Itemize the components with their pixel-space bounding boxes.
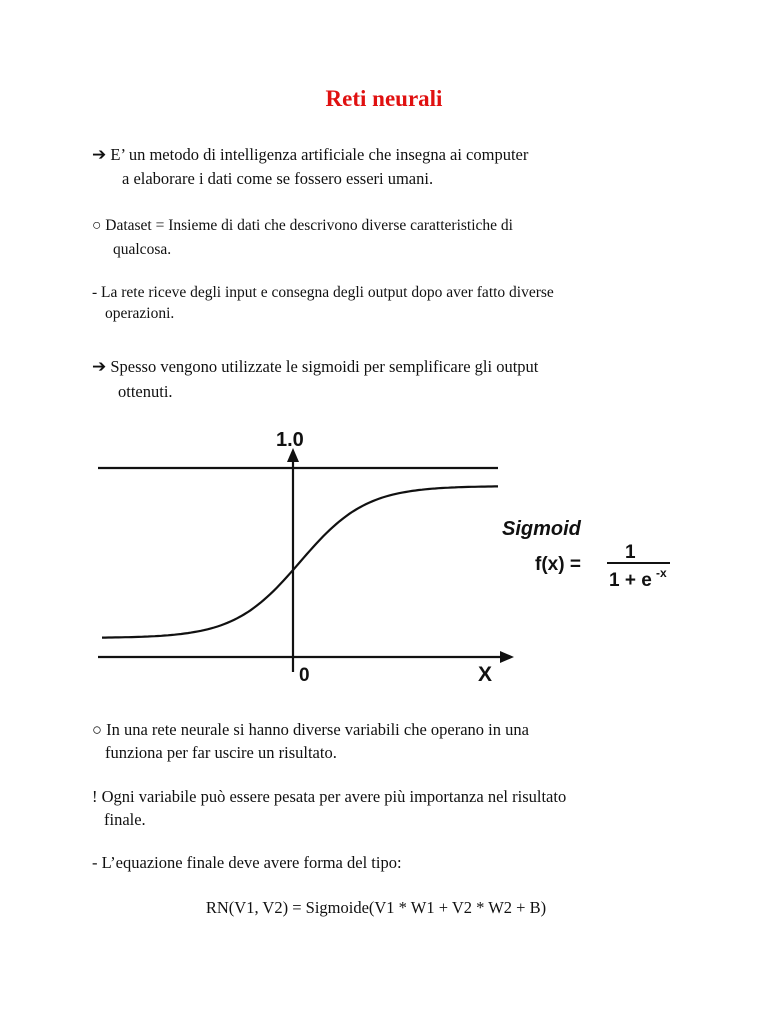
arrow-icon: ➔ <box>92 357 107 377</box>
bullet-intro-line1: E’ un metodo di intelligenza artificiale che insegna ai computer <box>110 145 529 164</box>
bullet-network-line2: operazioni. <box>105 305 175 322</box>
arrow-icon: ➔ <box>92 145 107 165</box>
bullet-equation-intro: - L’equazione finale deve avere forma del tipo: <box>92 853 402 872</box>
x-axis-label: X <box>478 663 493 686</box>
sigmoid-title: Sigmoid <box>502 518 581 540</box>
formula-exponent: -x <box>656 566 667 580</box>
circle-bullet-icon: ○ <box>92 217 102 234</box>
sigmoid-figure <box>90 420 690 695</box>
bullet-intro-line2: a elaborare i dati come se fossero esseri umani. <box>122 169 434 188</box>
bullet-dataset-line2: qualcosa. <box>113 241 172 258</box>
bullet-sigmoid-line1: Spesso vengono utilizzate le sigmoidi per semplificare gli output <box>110 357 539 376</box>
bullet-variables-line1: ○ In una rete neurale si hanno diverse variabili che operano in una <box>92 720 529 739</box>
origin-label: 0 <box>299 665 310 686</box>
bullet-network-line1: - La rete riceve degli input e consegna degli output dopo aver fatto diverse <box>92 284 554 301</box>
bullet-variables-line2: funziona per far uscire un risultato. <box>105 743 337 762</box>
bullet-sigmoid-line2: ottenuti. <box>118 382 173 401</box>
bullet-weights-line1: ! Ogni variabile può essere pesata per avere più importanza nel risultato <box>92 787 567 806</box>
x-axis-arrow-icon <box>500 651 514 663</box>
bullet-dataset-line1: Dataset = Insieme di dati che descrivono diverse caratteristiche di <box>105 217 513 234</box>
formula-numerator: 1 <box>625 542 636 563</box>
y-max-label: 1.0 <box>276 429 304 451</box>
formula-lhs: f(x) = <box>535 554 581 575</box>
bullet-sigmoid <box>92 357 538 377</box>
formula-denominator: 1 + e <box>609 570 652 591</box>
equation: RN(V1, V2) = Sigmoide(V1 * W1 + V2 * W2 + B) <box>205 898 547 917</box>
bullet-dataset <box>92 216 513 236</box>
bullet-intro <box>92 145 528 165</box>
bullet-weights-line2: finale. <box>104 810 146 829</box>
sigmoid-curve <box>102 486 498 637</box>
page-title: Reti neurali <box>325 86 443 111</box>
